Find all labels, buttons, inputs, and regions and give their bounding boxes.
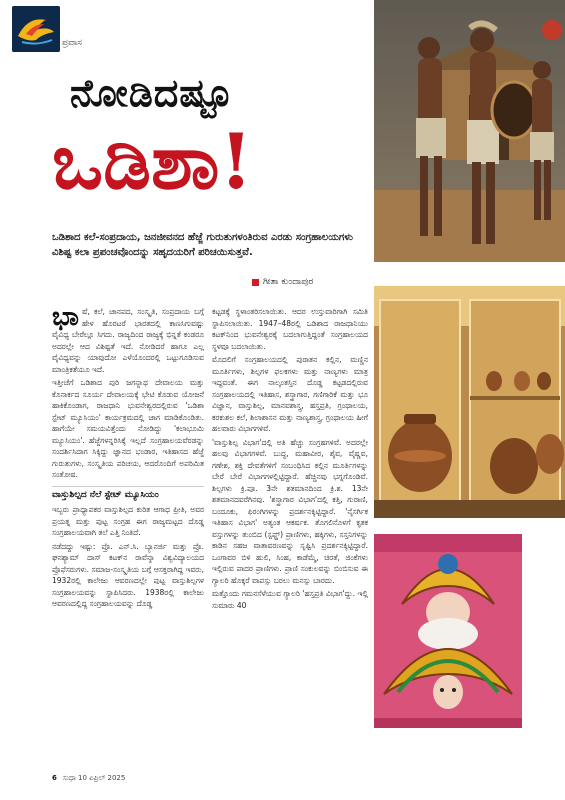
title-script-text: ಒಡಿಶಾ! <box>52 117 253 206</box>
article-paragraph: ಮೊದಲಿಗೆ ಸಂಗ್ರಹಾಲಯದಲ್ಲಿ ಪುರಾತನ ಕಲ್ಲಿನ, ಮಣ್ಣಿನ ಮೂರ್ತಿಗಳು, ಶಿಲ್ಪಗಳ ಫಲಕಗಳು ಮತ್ತು ನಾಣ್ಯಗಳು ಮಾತ್ರ ಇದ್ದವಂತೆ. ಈಗ ನಾಲ್ಕಂತಸ್ತಿನ ದೊಡ್ಡ ಕಟ್ಟಡದಲ್ಲಿರುವ ಸಂಗ್ರಹಾಲಯದಲ್ಲಿ ಇತಿಹಾಸ, ಶಸ್ತ್ರಾಗಾರ, ಗಣಿಗಾರಿಕೆ ಮತ್ತು ಭೂ ವಿಜ್ಞಾನ, ವಾಸ್ತುಶಿಲ್ಪ, ಮಾನವಶಾಸ್ತ್ರ, ಹಸ್ತಪ್ರತಿ, ಗ್ರಂಥಾಲಯ, ಕರಕುಶಲ ಕಲೆ, ಶಿಲಾಶಾಸನ ಮತ್ತು ನಾಣ್ಯಶಾಸ್ತ್ರ, ಗ್ರಂಥಾಲಯ ಹೀಗೆ ಹಲವಾರು ವಿಭಾಗಗಳಿವೆ. <box>212 355 368 433</box>
section-subhead: ವಾಸ್ತುಶಿಲ್ಪದ ನೆಲೆ ಸ್ಟೇಟ್ ಮ್ಯೂಸಿಯಂ <box>52 486 204 502</box>
page-footer <box>52 774 125 783</box>
byline-square-icon <box>252 279 259 286</box>
page-number: 6 <box>52 774 57 782</box>
article-paragraph: ಭಾಷೆ, ಕಲೆ, ಜಾನಪದ, ಸಂಸ್ಕೃತಿ, ಸಂಪ್ರದಾಯ ಬಗ್ಗೆ ಹೇಳ ಹೊರಟರೆ ಭಾರತದಲ್ಲಿ ಕಾಣಸಿಗುವಷ್ಟು ವೈವಿಧ್ಯ ಬೇರೆಲ್ಲೂ ಸಿಗದು. ರಾಜ್ಯದಿಂದ ರಾಜ್ಯಕ್ಕೆ ಭಿನ್ನತೆ ಕಂಡರೂ ಅದರಲ್ಲೇ ಆದ ವಿಶಿಷ್ಟತೆ ಇದೆ. ನೋಡಿದರೆ ಹಾಗೂ ಎಲ್ಲ ವೈವಿಧ್ಯವನ್ನು ಯಾವುದೋ ಎಳೆಯೊಂದರಲ್ಲಿ ಒಟ್ಟುಗೂಡಿಸುವ ಮಾಂತ್ರಿಕತೆಯೂ ಇದೆ. <box>52 302 204 374</box>
hero-photo <box>374 0 565 262</box>
mask-photo <box>374 534 522 728</box>
author-name: ಗೀತಾ ಕುಂದಾಪುರ <box>263 277 314 287</box>
article-paragraph: ಇಬ್ಬರು ಪ್ರಾಧ್ಯಾಪಕರ ವಾಸ್ತುಶಿಲ್ಪದ ಕುರಿತ ಆಗಾಧ ಪ್ರೀತಿ, ಅವರ ಪ್ರಯತ್ನ ಮತ್ತು ಪುಟ್ಟ ಸಂಗ್ರಹ ಈಗ ರಾಜ್ಯಮಟ್ಟದ ದೊಡ್ಡ ಸಂಗ್ರಹಾಲಯವಾಗಿ ತಲೆ ಎತ್ತಿ ನಿಂತಿದೆ. <box>52 505 204 537</box>
issue-info: ಸುಧಾ 10 ಏಪ್ರಿಲ್ 2025 <box>62 774 126 782</box>
article-paragraph: 'ವಾಸ್ತುಶಿಲ್ಪ ವಿಭಾಗ'ದಲ್ಲಿ ಅತಿ ಹೆಚ್ಚು ಸಂಗ್ರಹಗಳಿವೆ. ಅದರಲ್ಲೇ ಹಲವು ವಿಭಾಗಗಳಿವೆ. ಬುದ್ಧ, ಮಹಾವೀರ, ಶೈವ, ವೈಷ್ಣವ, ಗಣೇಶ, ಶಕ್ತಿ ದೇವತೆಗಳಿಗೆ ಸಂಬಂಧಿಸಿದ ಕಲ್ಲಿನ ಮೂರ್ತಿಗಳನ್ನು ಬೇರೆ ಬೇರೆ ವಿಭಾಗಗಳಲ್ಲಿಟ್ಟಿದ್ದಾರೆ. ಹೆಚ್ಚಿನವು ಭಗ್ನಗೊಂಡಿವೆ. ಶಿಲ್ಪಗಳು ಕ್ರಿ.ಪೂ. 3ನೇ ಶತಮಾನದಿಂದ ಕ್ರಿ.ಶ. 13ನೇ ಶತಮಾನದವರೆಗಿನವು. 'ಶಸ್ತ್ರಾಗಾರ ವಿಭಾಗ'ದಲ್ಲಿ ಕತ್ತಿ, ಗುರಾಣಿ, ಬಂದೂಕು, ಫಿರಂಗಿಗಳನ್ನು ಪ್ರದರ್ಶನಕ್ಕಿಟ್ಟಿದ್ದಾರೆ. 'ನೈಸರ್ಗಿಕ ಇತಿಹಾಸ ವಿಭಾಗ' ಅತ್ಯಂತ ಆಕರ್ಷಕ. ತೊಗಲಿನೊಳಗೆ ಕೃತಕ ವಸ್ತುಗಳನ್ನು ತುಂಬಿದ (ಸ್ಟಫ್ಡ್) ಪ್ರಾಣಿಗಳು, ಹಕ್ಕಿಗಳು, ಸಸ್ತನಿಗಳನ್ನು ಕಾಡಿನ ಸಹಜ ವಾತಾವರಣವನ್ನು ಸೃಷ್ಟಿಸಿ ಪ್ರದರ್ಶನಕ್ಕಿಟ್ಟಿದ್ದಾರೆ. ಒಂಗಾವರ ಬಿಳಿ ಹುಲಿ, ಸಿಂಹ, ಕಾಡೆಮ್ಮೆ, ಚಿರತೆ, ಜಿಂಕೆಗಳು ಇಲ್ಲಿರುವ ಪಾದರ ಪ್ರಾಣಿಗಳು. ಪ್ರಾಣಿ ಸಂಕುಲವನ್ನು ಬಿಂಬಿಸುವ ಈ ಗ್ಯಾಲರಿ ಹೊಕ್ಕರೆ ವಾಪಸ್ಸು ಬರಲು ಮನಸ್ಸು ಬಾರದು. <box>212 437 368 585</box>
dropcap: ಭಾ <box>52 302 79 332</box>
title-script-graphic <box>52 110 382 206</box>
article-paragraph: ಮತ್ತೊಂದು ಗಮನಸೆಳೆಯುವ ಗ್ಯಾಲರಿ 'ಹಸ್ತಪ್ರತಿ ವಿಭಾಗ'ದ್ದು. ಇಲ್ಲಿ ಸುಮಾರು 40 <box>212 589 368 610</box>
article-column-middle <box>212 306 368 613</box>
article-paragraph: ಕಟ್ಟಡಕ್ಕೆ ಸ್ಥಳಾಂತರಿಸಲಾಯಿತು. ಆದರ ಉಸ್ತುವಾರಿಗಾಗಿ ಸಮಿತಿ ಸ್ಥಾಪಿಸಲಾಯಿತು. 1947–48ರಲ್ಲಿ ಒಡಿಶಾದ ರಾಜಧಾನಿಯು ಕಟಕ್‌ನಿಂದ ಭುವನೇಶ್ವರಕ್ಕೆ ಬದಲಾಗುತ್ತಿದ್ದಂತೆ ಸಂಗ್ರಹಾಲಯದ ಸ್ಥಳವೂ ಬದಲಾಯಿತು. <box>212 307 368 351</box>
magazine-logo <box>12 6 60 52</box>
article-paragraph: ಇತ್ತೀಚೆಗೆ ಒಡಿಶಾದ ಪುರಿ ಜಗನ್ನಾಥ ದೇವಾಲಯ ಮತ್ತು ಕೊನಾರ್ಕದ ಸೂರ್ಯ ದೇವಾಲಯಕ್ಕೆ ಭೇಟಿ ಕೊಡುವ ಯೋಜನೆ ಹಾಕಿಕೊಂಡಾಗ, ರಾಜಧಾನಿ ಭುವನೇಶ್ವರದಲ್ಲಿರುವ 'ಒಡಿಶಾ ಸ್ಟೇಟ್ ಮ್ಯೂಸಿಯಂ' ಕಾರ್ಯಕ್ರಮದಲ್ಲಿ ಜಾಗ ಮಾಡಿಕೊಂಡಿತು. ಹಾಗೆಯೇ ಸಮಯವಿತ್ತೆಂದು ನೋಡಿದ್ದು 'ಕಲಾಭೂಮಿ ಮ್ಯೂಸಿಯಂ'. ಹೆಜ್ಜೆಗಳನ್ನರಿಸಿಕ್ಕೆ ಇಲ್ಲದೆ ಸಂಗ್ರಹಾಲಯವೆರಡನ್ನು ಸಂದರ್ಶಿಸಿದಾಗ ಸಿಕ್ಕಿದ್ದು ಜ್ಞಾನದ ಭಂಡಾರ, ಇತಿಹಾಸದ ಹೆಜ್ಜೆ ಗುರುತುಗಳು, ಸಂಸ್ಕೃತಿಯ ಪರಿಚಯ, ಆದರೊಂದಿಗೆ ಅಪರಿಮಿತ ಸಂತೋಷ. <box>52 378 204 479</box>
title-line-1: ನೋಡಿದಷ್ಟೂ <box>70 70 234 115</box>
museum-gallery-photo <box>374 286 565 518</box>
byline <box>252 277 313 287</box>
title-line-2 <box>52 110 382 206</box>
article-paragraph: ನಡೆದದ್ದು ಇಷ್ಟು: ಪ್ರೊ. ಎನ್.ಸಿ. ಬ್ಯಾನರ್ಜಿ ಮತ್ತು ಪ್ರೊ. ಘನಶ್ಯಾಮ್ ದಾಸ್ ಕಟಕ್‌ನ ರಾವೆನ್ಶಾ ವಿಶ್ವವಿದ್ಯಾಲಯದ ಪ್ರೊಫೆಸರುಗಳು. ಸಮಾಜ-ಸಂಸ್ಕೃತಿಯ ಬಗ್ಗೆ ಆಸಕ್ತರಾಗಿದ್ದ ಇವರು, 1932ರಲ್ಲಿ ಕಾಲೇಜು ಆವರಣದಲ್ಲೇ ಪುಟ್ಟ ವಾಸ್ತುಶಿಲ್ಪಗಳ ಸಂಗ್ರಹಾಲಯವನ್ನು ಸ್ಥಾಪಿಸಿದರು. 1938ರಲ್ಲಿ ಕಾಲೇಜು ಆವರಣದಲ್ಲಿದ್ದ ಸಂಗ್ರಹಾಲಯವನ್ನು ದೊಡ್ಡ <box>52 541 204 608</box>
article-column-left <box>52 302 204 612</box>
bird-logo-icon <box>12 6 60 52</box>
section-label: ಪ್ರವಾಸ <box>62 38 82 48</box>
intro-paragraph: ಒಡಿಶಾದ ಕಲೆ-ಸಂಪ್ರದಾಯ, ಜನಜೀವನದ ಹೆಜ್ಜೆ ಗುರುತುಗಳಂತಿರುವ ಎರಡು ಸಂಗ್ರಹಾಲಯಗಳು ವಿಶಿಷ್ಟ ಕಲಾ ಪ್ರಪಂಚವೊಂದನ್ನು ಸಹೃದಯರಿಗೆ ಪರಿಚಯಿಸುತ್ತವೆ. <box>52 232 353 258</box>
